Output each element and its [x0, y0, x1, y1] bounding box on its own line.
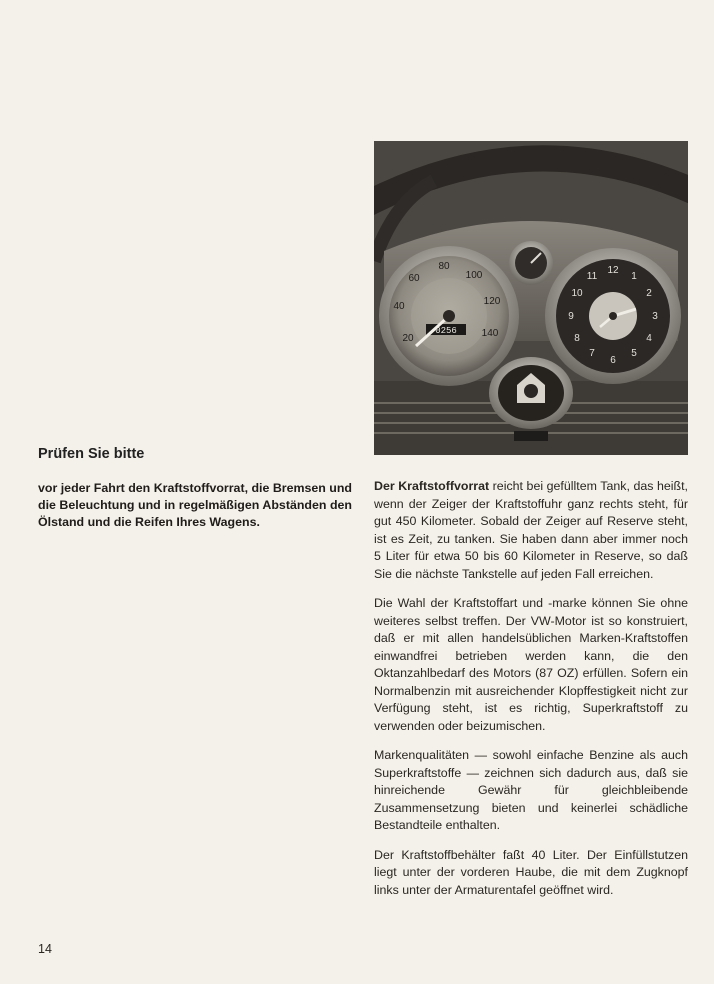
- speed-tick-40: 40: [393, 301, 405, 312]
- clock-tick-11: 11: [586, 271, 598, 282]
- paragraph-text: reicht bei gefülltem Tank, das heißt, wenn der Zeiger der Kraftstoffuhr ganz rechts steht, für gut 450 Kilometer. Sobald der Zeiger auf Reserve steht, ist es Zeit, zu tanken. Sie haben dann aber immer noch 5 Liter für etwa 50 bis 60 Kilometer in Reserve, so daß Sie die nächste Tankstelle auf jeden Fall erreichen.: [374, 479, 688, 581]
- clock-tick-9: 9: [568, 311, 574, 322]
- odometer-readout: 0256: [435, 326, 457, 336]
- paragraph-brand-quality: Markenqualitäten — sowohl einfache Benzine als auch Superkraftstoffe — zeichnen sich dadurch aus, daß sie hinreichende Gewähr für gleichbleibende Zusammensetzung bieten und keinerlei schädliche Bestandteile enthalten.: [374, 748, 688, 832]
- clock-tick-3: 3: [652, 311, 658, 322]
- speed-tick-60: 60: [408, 273, 420, 284]
- speed-tick-100: 100: [465, 270, 483, 281]
- clock-tick-4: 4: [646, 333, 652, 344]
- speed-tick-120: 120: [483, 296, 501, 307]
- paragraph-lead: Der Kraftstoffvorrat: [374, 479, 490, 493]
- section-heading: Prüfen Sie bitte: [38, 446, 145, 462]
- clock-tick-10: 10: [571, 288, 583, 299]
- clock-tick-2: 2: [646, 288, 652, 299]
- paragraph-fuel-supply: [374, 478, 688, 583]
- clock-tick-1: 1: [631, 271, 637, 282]
- clock-tick-8: 8: [574, 333, 580, 344]
- speed-tick-140: 140: [481, 328, 499, 339]
- paragraph-tank-capacity: Der Kraftstoffbehälter faßt 40 Liter. Der Einfüllstutzen liegt unter der vorderen Haube, die mit dem Zugknopf links unter der Armaturentafel geöffnet wird.: [374, 847, 688, 897]
- clock-tick-12: 12: [607, 265, 619, 276]
- speed-tick-20: 20: [402, 333, 414, 344]
- clock-tick-7: 7: [589, 348, 595, 359]
- clock-tick-5: 5: [631, 348, 637, 359]
- clock-tick-6: 6: [610, 355, 616, 366]
- page-number: 14: [38, 942, 52, 956]
- body-column: [374, 478, 688, 911]
- dashboard-illustration: [374, 141, 688, 455]
- speed-tick-80: 80: [438, 261, 450, 272]
- dashboard-photo: [374, 141, 688, 455]
- intro-text: vor jeder Fahrt den Kraftstoffvorrat, die Bremsen und die Beleuchtung und in regelmäßigen Abständen den Ölstand und die Reifen Ihres Wagens.: [38, 481, 352, 530]
- paragraph-fuel-choice: Die Wahl der Kraftstoffart und -marke können Sie ohne weiteres selbst treffen. Der VW-Motor ist so konstruiert, daß er mit allen handelsüblichen Marken-Kraftstoffen einwandfrei betrieben werden kann, die den Oktanzahlbedarf des Motors (87 OZ) erfüllen. Sofern ein Normalbenzin mit ausreichender Klopffestigkeit nicht zur Verfügung steht, ist es richtig, Superkraftstoff zu verwenden oder beizumischen.: [374, 596, 688, 733]
